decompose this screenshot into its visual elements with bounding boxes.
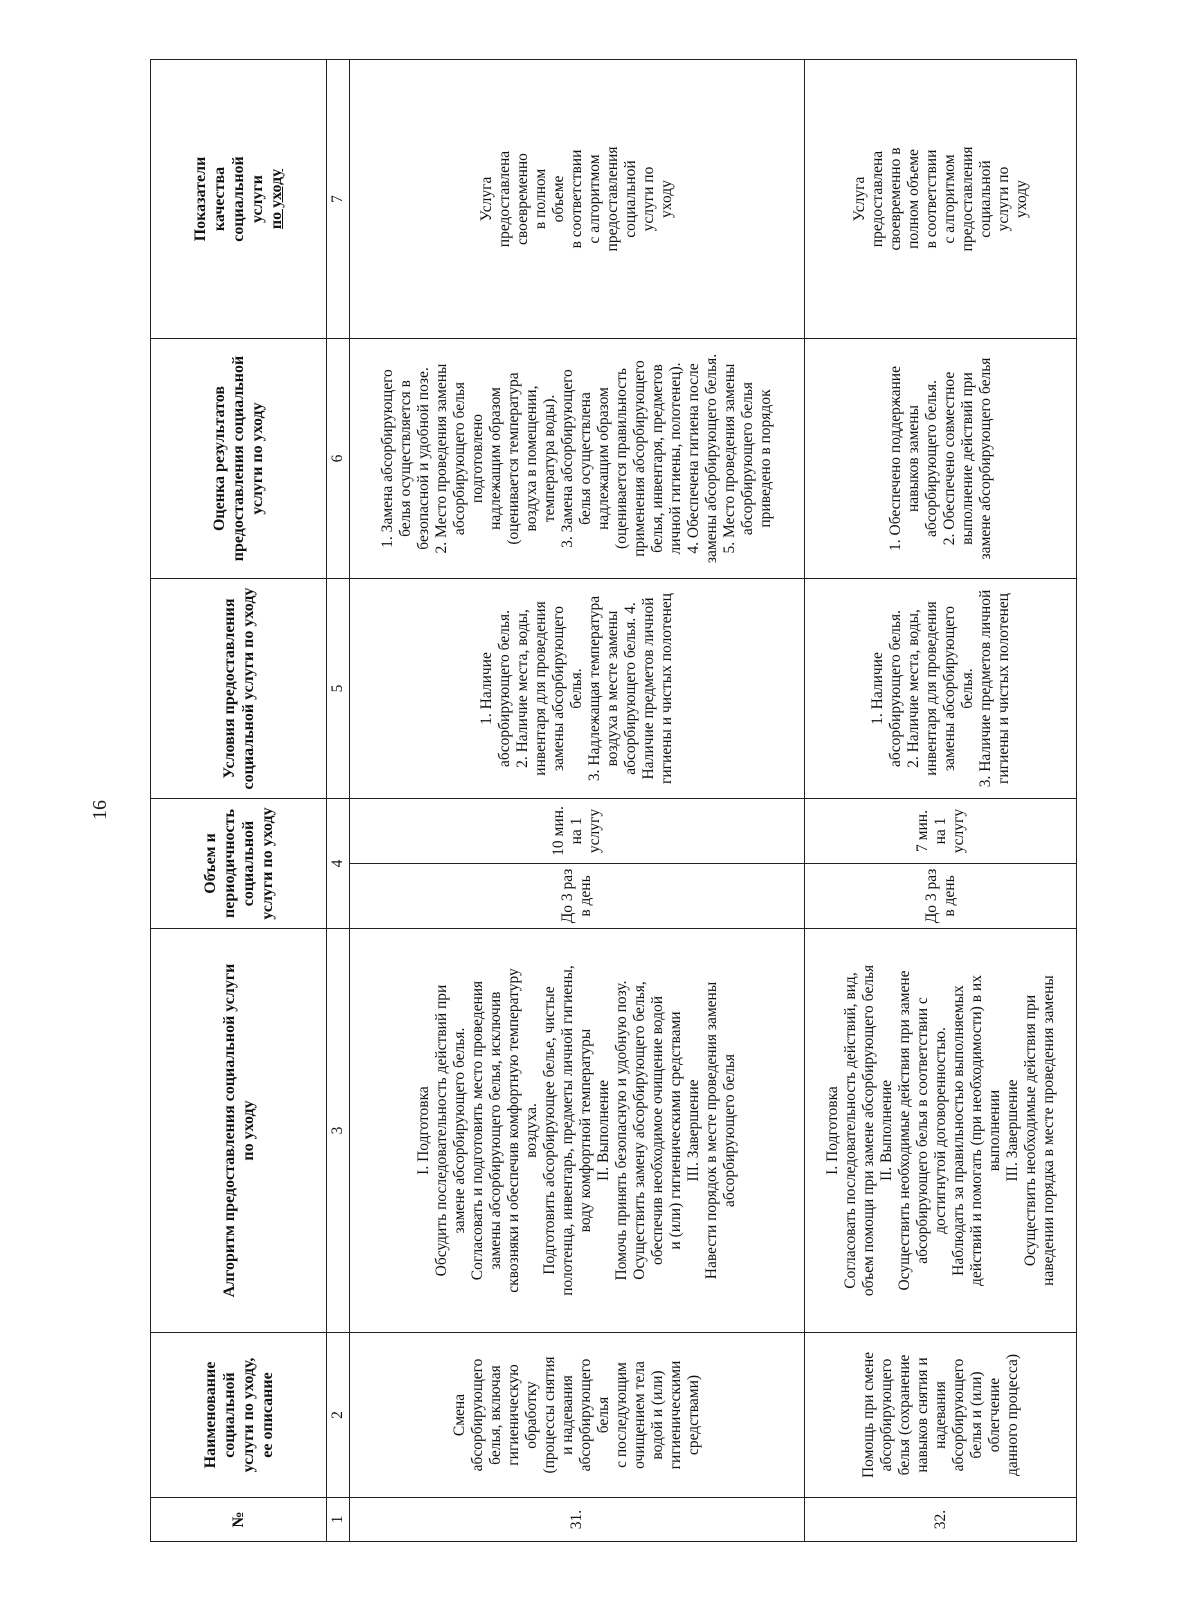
service-algorithm: I. Подготовка Обсудить последовательность действий при замене абсорбирующего белья. Согласовать и подготовить место проведения замены абсорбирующего белья, исключив сквозняки и обеспечив комфортную температуру воздуха. Подготовить абсорбирующее белье, чистые полотенца, инвентарь, предметы личной гигиены, воду комфортной температуры II. Выполнение Помочь принять безопасную и удобную позу. Осуществить замену абсорбирующего белья, обеспечив необходимое очищение водой и (или) гигиеническими средствами III. Завершение Навести порядок в месте проведения замены абсорбирующего белья [350, 929, 805, 1333]
rotated-table-wrapper [150, 60, 1090, 1542]
service-conditions: 1. Наличие абсорбирующего белья. 2. Наличие места, воды, инвентаря для проведения замены абсорбирующего белья. 3. Надлежащая температура воздуха в месте замены абсорбирующего белья. 4. Наличие предметов личной гигиены и чистых полотенец [350, 579, 805, 799]
header-algorithm: Алгоритм предоставления социальной услуги по уходу [151, 929, 327, 1333]
service-evaluation: 1. Замена абсорбирующего белья осуществляется в безопасной и удобной позе. 2. Место проведения замены абсорбирующего белья подготовлено надлежащим образом (оценивается температура воздуха в помещении, температура воды). 3. Замена абсорбирующего белья осуществлена надлежащим образом (оценивается правильность применения абсорбирующего белья, инвентаря, предметов личной гигиены, полотенец). 4. Обеспечена гигиена после замены абсорбирующего белья. 5. Место проведения замены абсорбирующего белья приведено в порядок [350, 339, 805, 579]
service-periodicity: До 3 раз в день [350, 864, 805, 929]
column-number-row [327, 60, 350, 1542]
column-number: 4 [327, 799, 350, 929]
header-number: № [151, 1498, 327, 1542]
column-number: 5 [327, 579, 350, 799]
service-evaluation: 1. Обеспечено поддержание навыков замены абсорбирующего белья. 2. Обеспечено совместное выполнение действий при замене абсорбирующего белья [805, 339, 1077, 579]
column-number: 7 [327, 60, 350, 339]
header-row [151, 60, 327, 1542]
table-row [805, 60, 1077, 1542]
row-number: 31. [350, 1498, 805, 1542]
column-number: 2 [327, 1333, 350, 1498]
header-quality: Показатели качества социальной услуги по уходу [151, 60, 327, 339]
service-volume: 7 мин. на 1 услугу [805, 799, 1077, 864]
page-number: 16 [89, 800, 111, 820]
table-row [350, 60, 805, 1542]
service-quality: Услуга предоставлена своевременно в полном объеме в соответствии с алгоритмом предоставления социальной услуги по уходу [805, 60, 1077, 339]
row-number: 32. [805, 1498, 1077, 1542]
header-conditions: Условия предоставления социальной услуги по уходу [151, 579, 327, 799]
header-name: Наименование социальной услуги по уходу, ее описание [151, 1333, 327, 1498]
service-name: Помощь при смене абсорбирующего белья (сохранение навыков снятия и надевания абсорбирующего белья и (или) облегчение данного процесса) [805, 1333, 1077, 1498]
column-number: 1 [327, 1498, 350, 1542]
service-periodicity: До 3 раз в день [805, 864, 1077, 929]
services-table [150, 59, 1077, 1542]
service-name: Смена абсорбирующего белья, включая гигиеническую обработку (процессы снятия и надевания абсорбирующего белья с последующим очищением тела водой и (или) гигиеническими средствами) [350, 1333, 805, 1498]
service-conditions: 1. Наличие абсорбирующего белья. 2. Наличие места, воды, инвентаря для проведения замены абсорбирующего белья. 3. Наличие предметов личной гигиены и чистых полотенец [805, 579, 1077, 799]
service-algorithm: I. Подготовка Согласовать последовательность действий, вид, объем помощи при замене абсорбирующего белья II. Выполнение Осуществить необходимые действия при замене абсорбирующего белья в соответствии с достигнутой договоренностью. Наблюдать за правильностью выполняемых действий и помогать (при необходимости) в их выполнении III. Завершение Осуществить необходимые действия при наведении порядка в месте проведения замены [805, 929, 1077, 1333]
service-volume: 10 мин. на 1 услугу [350, 799, 805, 864]
service-quality: Услуга предоставлена своевременно в полном объеме в соответствии с алгоритмом предоставления социальной услуги по уходу [350, 60, 805, 339]
column-number: 3 [327, 929, 350, 1333]
header-evaluation: Оценка результатов предоставления социальной услуги по уходу [151, 339, 327, 579]
column-number: 6 [327, 339, 350, 579]
header-volume: Объем и периодичность социальной услуги по уходу [151, 799, 327, 929]
